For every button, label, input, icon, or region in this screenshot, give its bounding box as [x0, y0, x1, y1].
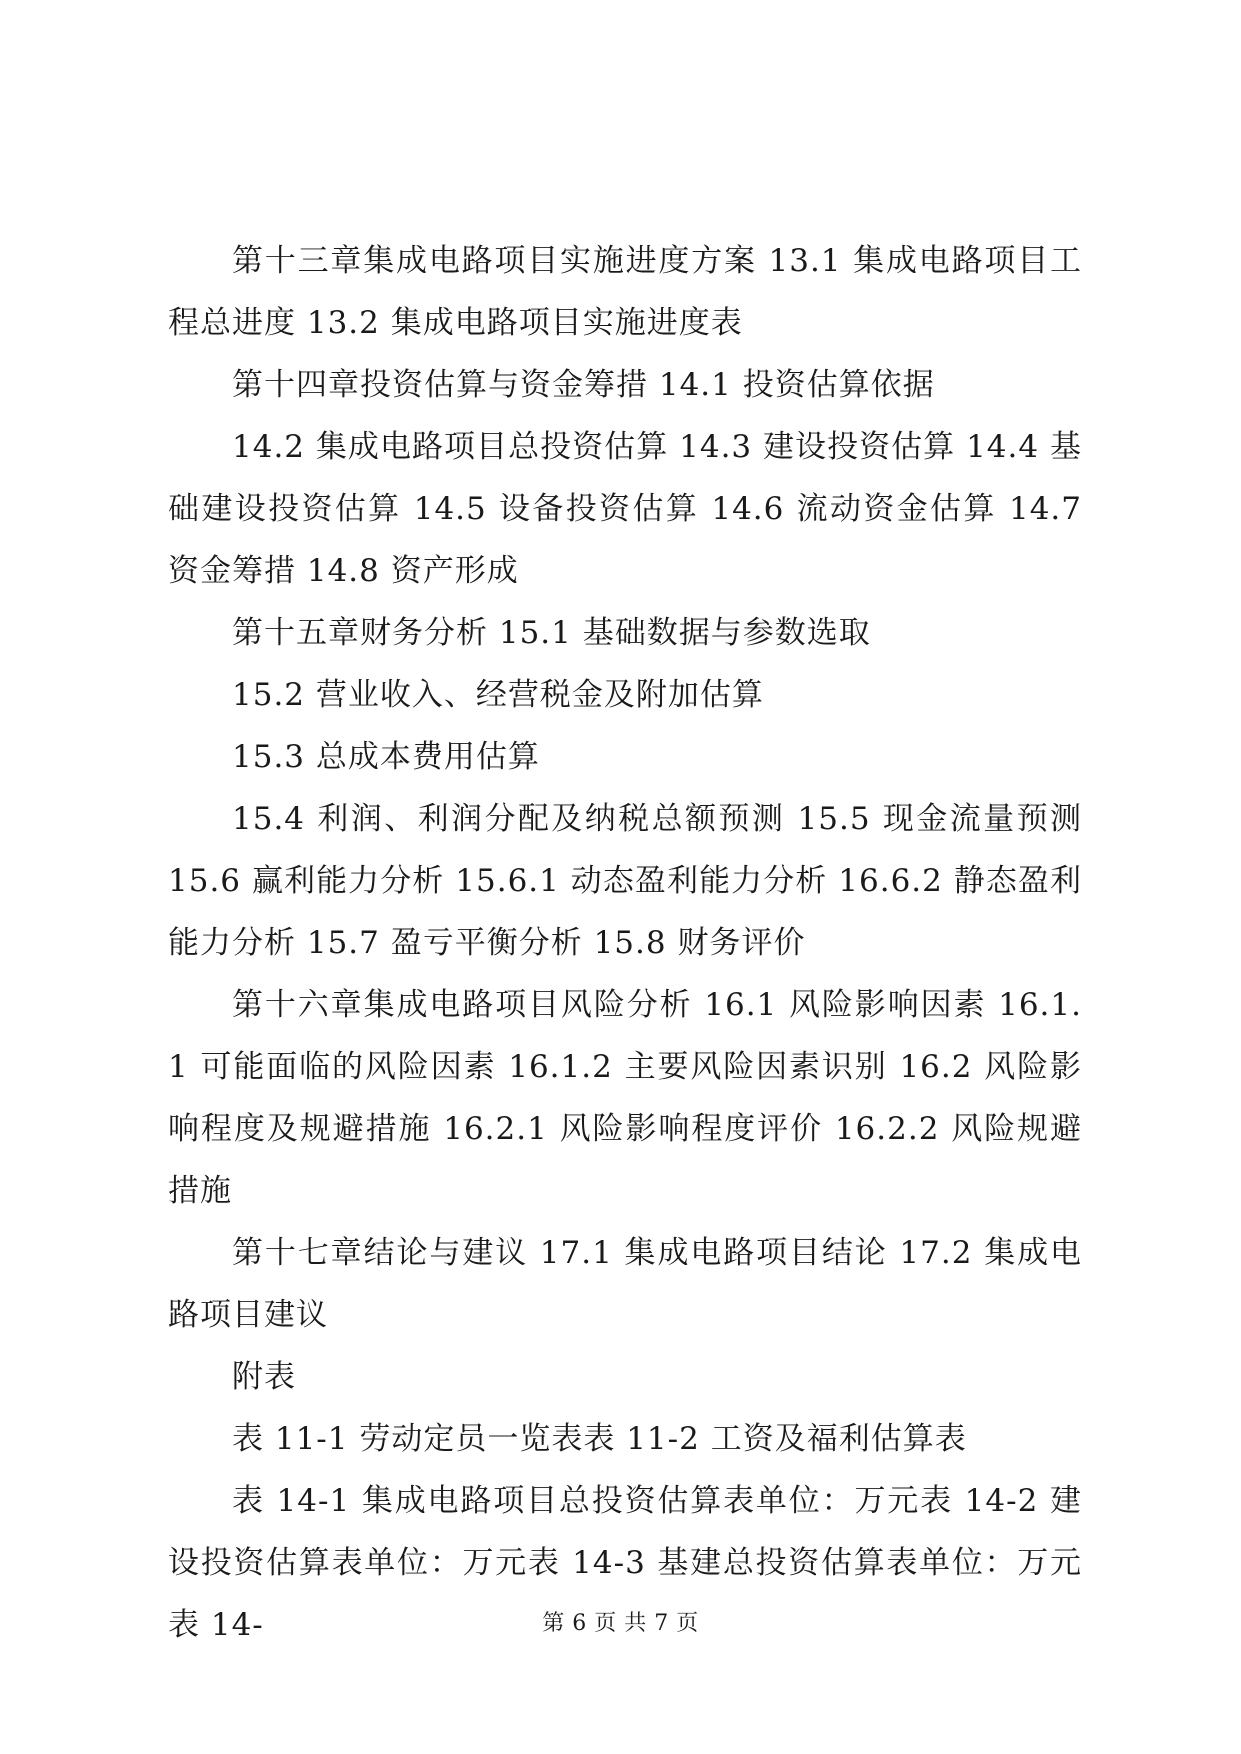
- toc-appendix-heading: 附表: [232, 1359, 296, 1395]
- toc-chapter-16: 第十六章集成电路项目风险分析 16.1 风险影响因素 16.1.1 可能面临的风险因素 16.1.2 主要风险因素识别 16.2 风险影响程度及规避措施 16.2.1 风险影响程度评价 16.2.2 风险规避措施: [168, 987, 1082, 1209]
- toc-chapter-15: 第十五章财务分析 15.1 基础数据与参数选取: [232, 615, 871, 651]
- toc-appendix-table-11: 表 11-1 劳动定员一览表表 11-2 工资及福利估算表: [232, 1421, 967, 1457]
- toc-chapter-15-sections: 15.4 利润、利润分配及纳税总额预测 15.5 现金流量预测 15.6 赢利能力分析 15.6.1 动态盈利能力分析 16.6.2 静态盈利能力分析 15.7 盈亏平衡分析 15.8 财务评价: [168, 801, 1082, 961]
- toc-section-15-3: 15.3 总成本费用估算: [232, 739, 540, 775]
- toc-chapter-13: 第十三章集成电路项目实施进度方案 13.1 集成电路项目工程总进度 13.2 集成电路项目实施进度表: [168, 243, 1082, 341]
- toc-chapter-14: 第十四章投资估算与资金筹措 14.1 投资估算依据: [232, 367, 935, 403]
- toc-section-15-2: 15.2 营业收入、经营税金及附加估算: [232, 677, 764, 713]
- toc-chapter-17: 第十七章结论与建议 17.1 集成电路项目结论 17.2 集成电路项目建议: [168, 1235, 1082, 1333]
- toc-chapter-14-sections: 14.2 集成电路项目总投资估算 14.3 建设投资估算 14.4 基础建设投资估算 14.5 设备投资估算 14.6 流动资金估算 14.7 资金筹措 14.8 资产形成: [168, 429, 1082, 589]
- toc-appendix-table-14: 表 14-1 集成电路项目总投资估算表单位：万元表 14-2 建设投资估算表单位：万元表 14-3 基建总投资估算表单位：万元表 14-: [168, 1483, 1082, 1643]
- table-of-contents-body: [168, 230, 1082, 1656]
- page-footer: 第 6 页 共 7 页: [542, 1611, 699, 1636]
